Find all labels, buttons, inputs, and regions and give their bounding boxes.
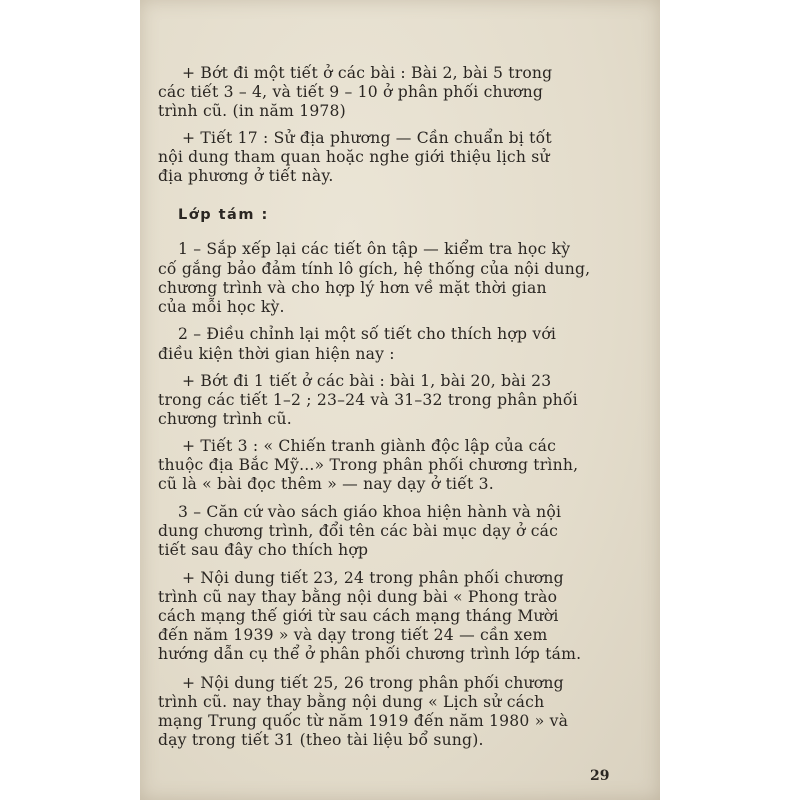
- text-line: đến năm 1939 » và dạy trong tiết 24 — cần xem: [158, 626, 548, 644]
- text-line: dung chương trình, đổi tên các bài mục dạy ở các: [158, 522, 559, 540]
- text-line: + Nội dung tiết 25, 26 trong phân phối chương: [182, 674, 564, 692]
- text-line: trình cũ. nay thay bằng nội dung « Lịch sử cách: [158, 693, 545, 711]
- text-line: 2 – Điều chỉnh lại một số tiết cho thích hợp với: [178, 325, 557, 343]
- text-line: thuộc địa Bắc Mỹ...» Trong phân phối chương trình,: [158, 456, 579, 474]
- text-line: trình cũ. (in năm 1978): [158, 102, 346, 120]
- text-line: cố gắng bảo đảm tính lô gích, hệ thống của nội dung,: [158, 260, 591, 278]
- text-line: của mỗi học kỳ.: [158, 298, 285, 316]
- text-line: dạy trong tiết 31 (theo tài liệu bổ sung).: [158, 731, 484, 749]
- section-heading: Lớp tám :: [178, 207, 269, 223]
- text-line: điều kiện thời gian hiện nay :: [158, 345, 395, 363]
- text-line: tiết sau đây cho thích hợp: [158, 541, 369, 559]
- text-line: mạng Trung quốc từ năm 1919 đến năm 1980 » và: [158, 712, 569, 730]
- text-line: nội dung tham quan hoặc nghe giới thiệu lịch sử: [158, 148, 550, 166]
- text-line: 3 – Căn cứ vào sách giáo khoa hiện hành và nội: [178, 503, 562, 521]
- text-line: + Bớt đi 1 tiết ở các bài : bài 1, bài 20, bài 23: [182, 372, 552, 390]
- text-line: cũ là « bài đọc thêm » — nay dạy ở tiết 3.: [158, 475, 494, 493]
- text-line: trong các tiết 1–2 ; 23–24 và 31–32 trong phân phối: [158, 391, 578, 409]
- text-line: + Nội dung tiết 23, 24 trong phân phối chương: [182, 569, 564, 587]
- text-line: chương trình và cho hợp lý hơn về mặt thời gian: [158, 279, 547, 297]
- text-line: địa phương ở tiết này.: [158, 167, 334, 185]
- text-line: + Tiết 17 : Sử địa phương — Cần chuẩn bị tốt: [182, 129, 552, 147]
- text-line: các tiết 3 – 4, và tiết 9 – 10 ở phân phối chương: [158, 83, 544, 101]
- text-line: trình cũ nay thay bằng nội dung bài « Phong trào: [158, 588, 558, 606]
- text-line: cách mạng thế giới từ sau cách mạng tháng Mười: [158, 607, 559, 625]
- text-line: 1 – Sắp xếp lại các tiết ôn tập — kiểm tra học kỳ: [178, 240, 571, 258]
- text-line: hướng dẫn cụ thể ở phân phối chương trình lớp tám.: [158, 645, 582, 663]
- text-line: chương trình cũ.: [158, 410, 292, 428]
- book-page: [140, 0, 660, 800]
- text-line: + Tiết 3 : « Chiến tranh giành độc lập của các: [182, 437, 557, 455]
- text-line: + Bớt đi một tiết ở các bài : Bài 2, bài 5 trong: [182, 64, 553, 82]
- page-number: 29: [590, 768, 610, 784]
